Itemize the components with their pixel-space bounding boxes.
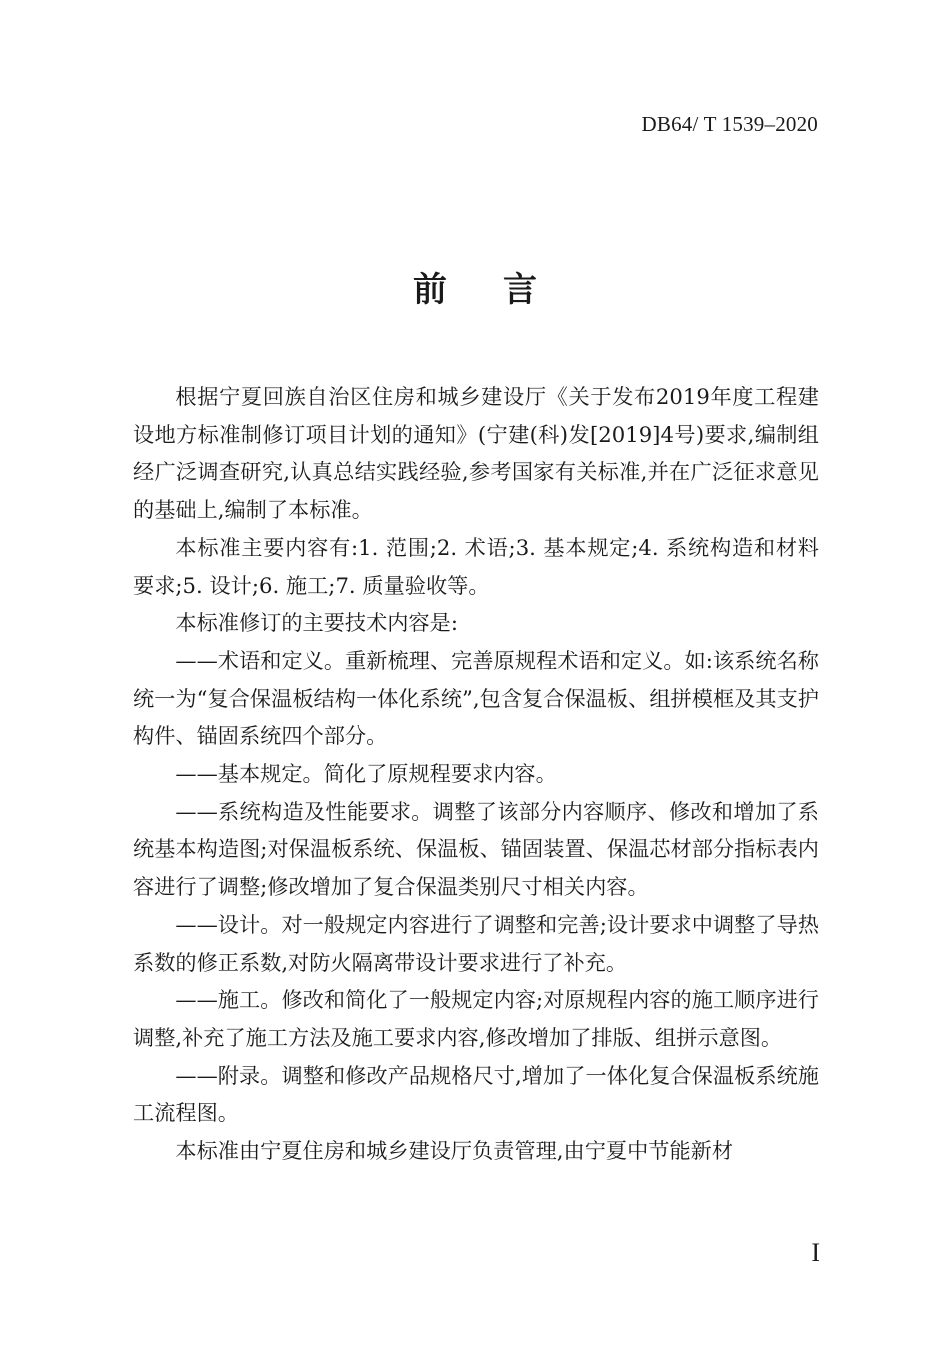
paragraph-design: ——设计。对一般规定内容进行了调整和完善;设计要求中调整了导热系数的修正系数,对防火隔离带设计要求进行了补充。 — [133, 911, 819, 975]
paragraph-basis: 根据宁夏回族自治区住房和城乡建设厅《关于发布2019年度工程建设地方标准制修订项目计划的通知》(宁建(科)发[2019]4号)要求,编制组经广泛调查研究,认真总结实践经验,参考国家有关标准,并在广泛征求意见的基础上,编制了本标准。 — [133, 384, 819, 523]
page-number: I — [811, 1238, 820, 1267]
paragraph-main-content: 本标准主要内容有:1. 范围;2. 术语;3. 基本规定;4. 系统构造和材料要求;5. 设计;6. 施工;7. 质量验收等。 — [133, 534, 819, 598]
standard-code: DB64/ T 1539–2020 — [641, 112, 818, 136]
preface-body — [133, 378, 819, 1170]
paragraph-construction: ——施工。修改和简化了一般规定内容;对原规程内容的施工顺序进行调整,补充了施工方法及施工要求内容,修改增加了排版、组拼示意图。 — [133, 987, 819, 1050]
paragraph-appendix: ——附录。调整和修改产品规格尺寸,增加了一体化复合保温板系统施工流程图。 — [133, 1062, 819, 1126]
page-title: 前言 — [413, 270, 593, 310]
paragraph-management: 本标准由宁夏住房和城乡建设厅负责管理,由宁夏中节能新材 — [175, 1138, 734, 1164]
paragraph-system-structure: ——系统构造及性能要求。调整了该部分内容顺序、修改和增加了系统基本构造图;对保温板系统、保温板、锚固装置、保温芯材部分指标表内容进行了调整;修改增加了复合保温类别尺寸相关内容。 — [133, 798, 819, 900]
paragraph-revision-intro: 本标准修订的主要技术内容是: — [175, 610, 458, 636]
paragraph-terms: ——术语和定义。重新梳理、完善原规程术语和定义。如:该系统名称统一为“复合保温板结构一体化系统”,包含复合保温板、组拼模框及其支护构件、锚固系统四个部分。 — [133, 647, 819, 749]
paragraph-basic-rules: ——基本规定。简化了原规程要求内容。 — [175, 761, 557, 787]
